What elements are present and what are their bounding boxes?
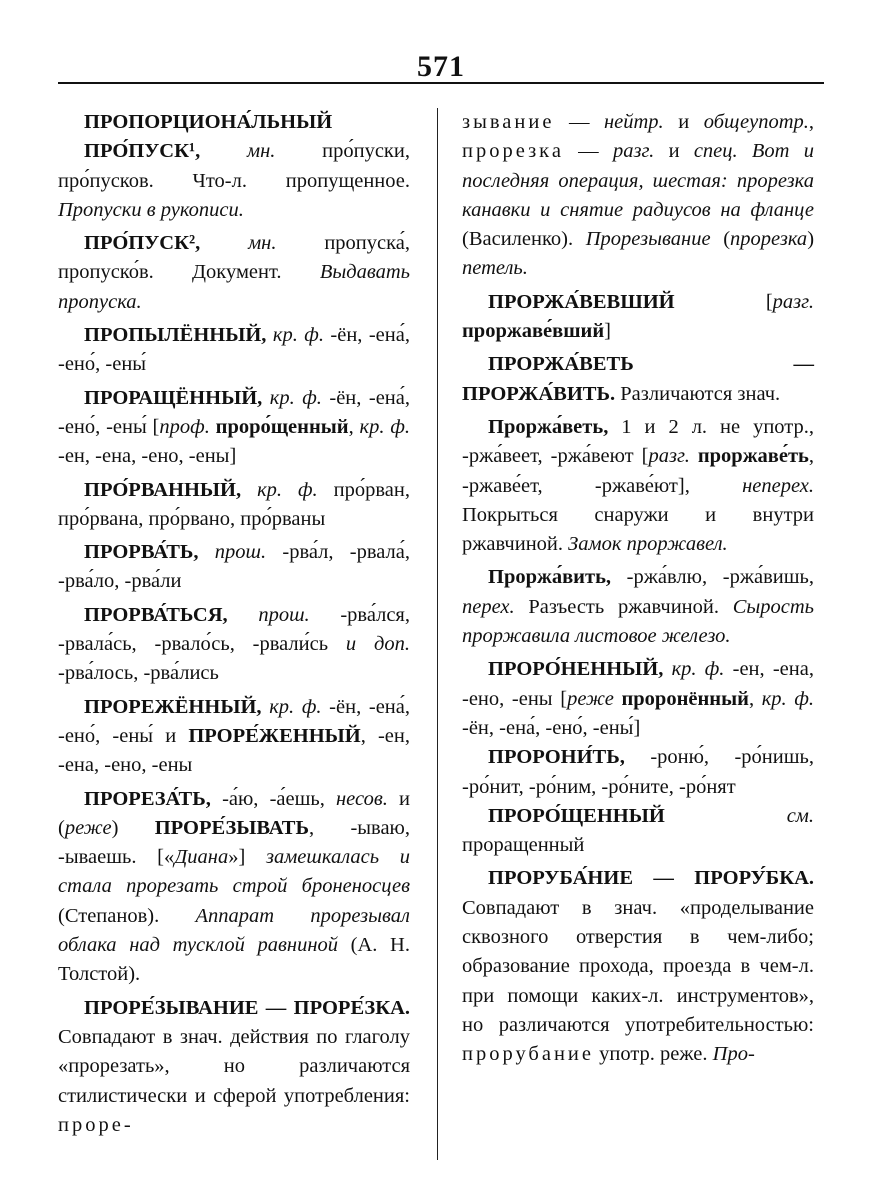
entry-prorzhavevshy: ПРОРЖА́ВЕВШИЙ [разг. проржаве́вший]	[462, 290, 814, 343]
left-column	[58, 108, 410, 1140]
entry-prorezyvanie-cont: зывание — нейтр. и общеупотр., прорезка — разг. и спец. Вот и последняя операция, шестая: прорезка канавки и снятие радиусов на фланце (Василенко). Прорезывание (прорезка) петель.	[462, 111, 815, 280]
entry-prorezat: ПРОРЕЗА́ТЬ, -а́ю, -а́ешь, несов. и (реже) ПРОРЕ́ЗЫВАТЬ, -ываю, -ываешь. [«Диана»] замешкалась и стала прорезать строй броненосцев (Степанов). Аппарат прорезывал облака над тусклой равниной (А. Н. Толстой).	[58, 787, 411, 986]
entry-proportsionalny: ПРОПОРЦИОНА́ЛЬНЫЙ	[84, 111, 333, 133]
entry-prorvatsya: ПРОРВА́ТЬСЯ, прош. -рва́лся, -рвала́сь, -рвало́сь, -рвали́сь и доп. -рва́лось, -рва́лись	[58, 603, 410, 685]
entry-propusk-2: ПРО́ПУСК², мн. пропуска́, пропуско́в. Документ. Выдавать пропуска.	[58, 232, 410, 313]
entry-propusk-1: ПРО́ПУСК¹, мн. про́пуски, про́пусков. Что-л. пропущенное. Пропуски в рукописи.	[58, 140, 410, 221]
entry-prorubanie: ПРОРУБА́НИЕ — ПРОРУ́БКА. Совпадают в знач. «проделывание сквозного отверстия в чем-либо; образование прохода, проезда в чем-л. при помощи каких-л. инструментов», но различаются употребительностью: прорубание употр. реже. Про-	[462, 867, 814, 1066]
entry-prorzhavit: Проржа́вить, -ржа́влю, -ржа́вишь, перех. Разъесть ржавчиной. Сырость проржавила листовое железо.	[462, 566, 814, 648]
entry-proronit: ПРОРОНИ́ТЬ, -роню́, -ро́нишь, -ро́нит, -ро́ним, -ро́ните, -ро́нят	[462, 746, 814, 798]
page-number: 571	[417, 50, 465, 83]
entry-proronenny: ПРОРО́НЕННЫЙ, кр. ф. -ен, -ена, -ено, -ены [реже проронённый, кр. ф. -ён, -ена́, -ено́, -ены́]	[462, 658, 815, 739]
entry-proroschenny: ПРОРО́ЩЕННЫЙ см. проращенный	[462, 804, 814, 857]
entry-prorvat: ПРОРВА́ТЬ, прош. -рва́л, -рвала́, -рва́ло, -рва́ли	[58, 541, 411, 593]
entry-prorezyvanie: ПРОРЕ́ЗЫВАНИЕ — ПРОРЕ́ЗКА. Совпадают в знач. действия по глаголу «прорезать», но различаются стилистически и сферой употребления: проре-	[58, 996, 410, 1136]
entry-prorezhenny: ПРОРЕЖЁННЫЙ, кр. ф. -ён, -ена́, -ено́, -ены́ и ПРОРЕ́ЖЕННЫЙ, -ен, -ена, -ено, -ены	[58, 695, 410, 777]
entry-prorvanny: ПРО́РВАННЫЙ, кр. ф. про́рван, про́рвана, про́рвано, про́рваны	[58, 478, 410, 530]
entry-prorzhavet-prorzhavit: ПРОРЖА́ВЕТЬ — ПРОРЖА́ВИТЬ. Различаются знач.	[462, 353, 814, 405]
entry-prorzhavet: Проржа́веть, 1 и 2 л. не употр., -ржа́веет, -ржа́веют [разг. проржаве́ть, -ржаве́ет, -ржаве́ют], неперех. Покрыться снаружи и внутри ржавчиной. Замок проржавел.	[462, 415, 815, 556]
header-rule	[58, 82, 824, 84]
column-divider	[437, 108, 438, 1160]
entry-proraschenny: ПРОРАЩЁННЫЙ, кр. ф. -ён, -ена́, -ено́, -ены́ [проф. проро́щенный, кр. ф. -ен, -ена, -ено, -ены]	[58, 386, 410, 468]
entry-propylenny: ПРОПЫЛЁННЫЙ, кр. ф. -ён, -ена́, -ено́, -ены́	[58, 324, 410, 376]
right-column	[462, 108, 814, 1070]
